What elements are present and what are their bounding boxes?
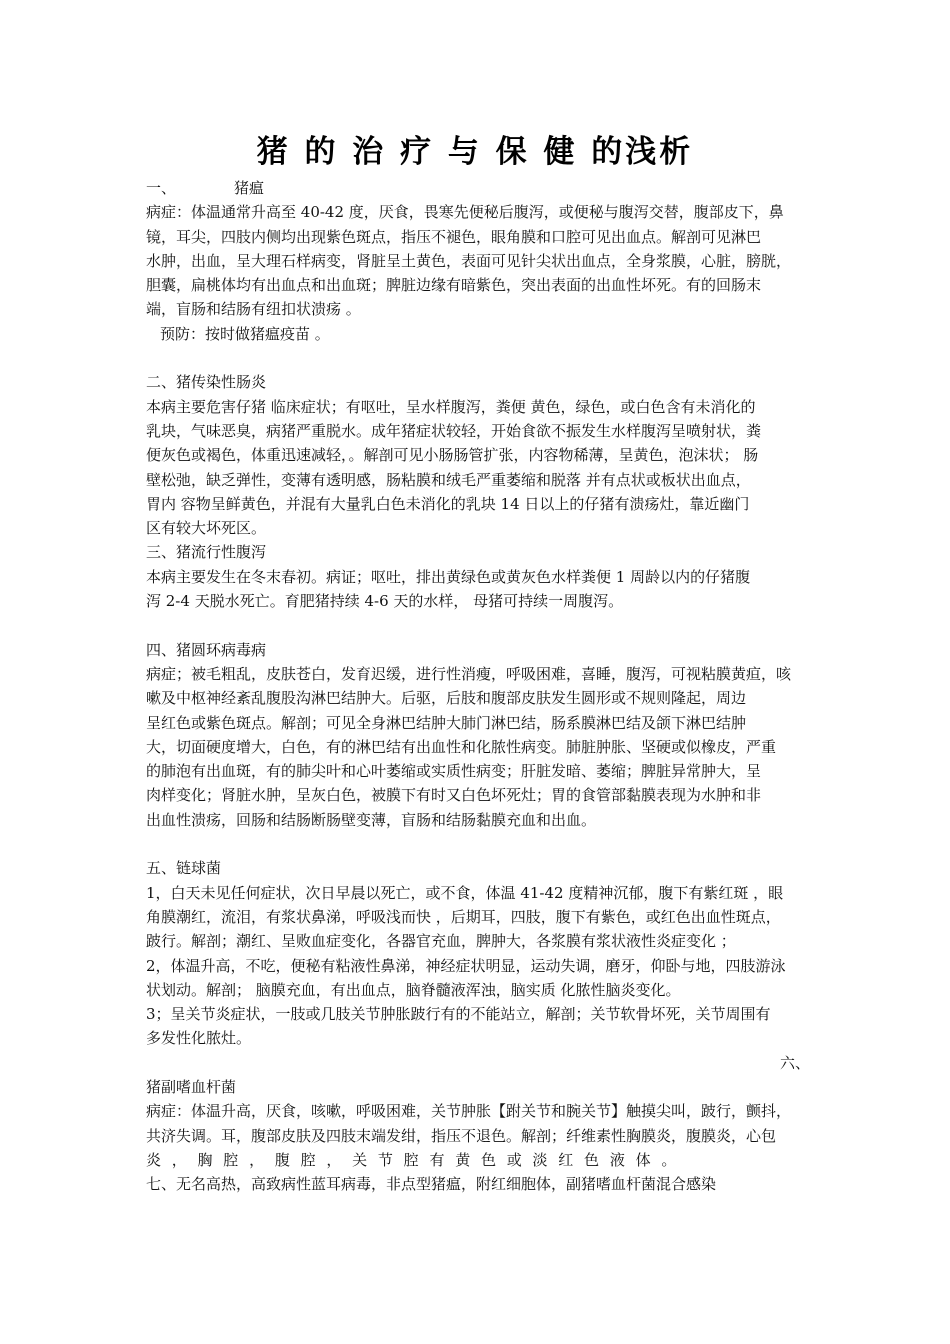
text-line: 胃内 容物呈鲜黄色，并混有大量乳白色未消化的乳块 14 日以上的仔猪有溃疡灶，靠近幽门 — [146, 494, 750, 513]
page-title: 猪 的 治 疗 与 保 健 的浅析 — [256, 134, 694, 170]
section-heading-ped: 三、猪流行性腹泻 — [146, 543, 267, 562]
text-line: 病症：体温升高，厌食，咳嗽，呼吸困难，关节肿胀【跗关节和腕关节】触摸尖叫，跛行，颤抖， — [146, 1102, 792, 1121]
text-line: 2，体温升高，不吃，便秘有粘液性鼻涕，神经症状明显，运动失调，磨牙，仰卧与地，四肢游泳 — [146, 956, 786, 975]
blank-line — [146, 613, 810, 637]
text-line: 胆囊，扁桃体均有出血点和出血斑；脾脏边缘有暗紫色，突出表面的出血性坏死。有的回肠末 — [146, 276, 762, 295]
section-number-six: 六、 — [779, 1053, 810, 1072]
text-line: 嗽及中枢神经紊乱腹股沟淋巴结肿大。后驱，后肢和腹部皮肤发生圆形或不规则隆起，周边 — [146, 689, 747, 708]
text-line: 泻 2-4 天脱水死亡。育肥猪持续 4-6 天的水样， 母猪可持续一周腹泻。 — [146, 592, 624, 611]
heading-text: 猪瘟 — [234, 179, 265, 197]
text-line: 出血性溃疡，回肠和结肠断肠壁变薄，盲肠和结肠黏膜充血和出血。 — [146, 810, 597, 829]
text-line: 水肿，出血，呈大理石样病变，肾脏呈土黄色，表面可见针尖状出血点，全身浆膜，心脏，膀胱， — [146, 251, 792, 270]
text-line: 角膜潮红，流泪，有浆状鼻涕，呼吸浅而快 ，后期耳，四肢，腹下有紫色，或红色出血性斑点， — [146, 907, 781, 926]
document-body — [146, 176, 810, 1196]
text-line: 3；呈关节炎症状，一肢或几肢关节肿胀跛行有的不能站立，解剖；关节软骨坏死，关节周围有 — [146, 1005, 771, 1024]
section-heading-tge: 二、猪传染性肠炎 — [146, 373, 267, 392]
text-line: 乳块，气味恶臭，病猪严重脱水。成年猪症状较轻，开始食欲不振发生水样腹泻呈喷射状，粪 — [146, 421, 762, 440]
section-heading-swine-fever — [146, 176, 810, 200]
text-line: 区有较大坏死区。 — [146, 519, 267, 538]
text-line: 本病主要发生在冬末春初。病证；呕吐，排出黄绿色或黄灰色水样粪便 1 周龄以内的仔猪腹 — [146, 567, 751, 586]
section-heading-mixed-infection: 七、无名高热，高致病性蓝耳病毒，非点型猪瘟，附红细胞体，副猪嗜血杆菌混合感染 — [146, 1175, 717, 1194]
section-heading-pcv: 四、猪圆环病毒病 — [146, 640, 267, 659]
text-line: 镜，耳尖，四肢内侧均出现紫色斑点，指压不褪色，眼角膜和口腔可见出血点。解剖可见淋巴 — [146, 227, 762, 246]
text-line: 状划动。解剖； 脑膜充血，有出血点，脑脊髓液浑浊，脑实质 化脓性脑炎变化。 — [146, 980, 681, 999]
text-line: 1，白天未见任何症状，次日早晨以死亡，或不食，体温 41-42 度精神沉郁，腹下有紫红斑 ，眼 — [146, 883, 784, 902]
text-line: 的肺泡有出血斑，有的肺尖叶和心叶萎缩或实质性病变；肝脏发暗、萎缩；脾脏异常肿大，呈 — [146, 762, 762, 781]
section-heading-streptococcus: 五、链球菌 — [146, 859, 222, 878]
text-line: 本病主要危害仔猪 临床症状；有呕吐，呈水样腹泻，粪便 黄色，绿色，或白色含有未消化的 — [146, 397, 756, 416]
text-line: 端，盲肠和结肠有纽扣状溃疡 。 — [146, 300, 361, 319]
blank-line — [146, 346, 810, 370]
section-heading-glasser: 猪副嗜血杆菌 — [146, 1077, 237, 1096]
text-line-spread: 炎 ， 胸 腔 ， 腹 腔 ， 关 节 腔 有 黄 色 或 淡 红 色 液 体 。 — [146, 1150, 680, 1169]
heading-number: 一、 — [146, 179, 177, 197]
text-line: 壁松弛，缺乏弹性，变薄有透明感，肠粘膜和绒毛严重萎缩和脱落 并有点状或板状出血点， — [146, 470, 751, 489]
text-line: 病症：体温通常升高至 40-42 度，厌食，畏寒先便秘后腹泻，或便秘与腹泻交替，腹部皮下，鼻 — [146, 203, 784, 222]
text-line: 病症；被毛粗乱，皮肤苍白，发育迟缓，进行性消瘦，呼吸困难，喜睡，腹泻，可视粘膜黄疸，咳 — [146, 664, 792, 683]
text-line: 共济失调。耳，腹部皮肤及四肢末端发绀，指压不退色。解剖；纤维素性胸膜炎，腹膜炎，心包 — [146, 1126, 777, 1145]
text-line: 呈红色或紫色斑点。解剖；可见全身淋巴结肿大肺门淋巴结，肠系膜淋巴结及颌下淋巴结肿 — [146, 713, 747, 732]
blank-line — [146, 832, 810, 856]
text-line: 大，切面硬度增大，白色，有的淋巴结有出血性和化脓性病变。肺脏肿胀、坚硬或似橡皮，严重 — [146, 737, 777, 756]
text-line: 跛行。解剖；潮红、呈败血症变化，各器官充血，脾肿大，各浆膜有浆状液性炎症变化 ； — [146, 932, 736, 951]
prevention-line: 预防：按时做猪瘟疫苗 。 — [160, 324, 330, 343]
text-line: 肉样变化；肾脏水肿，呈灰白色，被膜下有时又白色坏死灶；胃的食管部黏膜表现为水肿和非 — [146, 786, 762, 805]
text-line: 多发性化脓灶。 — [146, 1029, 252, 1048]
text-line: 便灰色或褐色，体重迅速减轻，。解剖可见小肠肠管扩张，内容物稀薄，呈黄色，泡沫状； 肠 — [146, 446, 759, 465]
